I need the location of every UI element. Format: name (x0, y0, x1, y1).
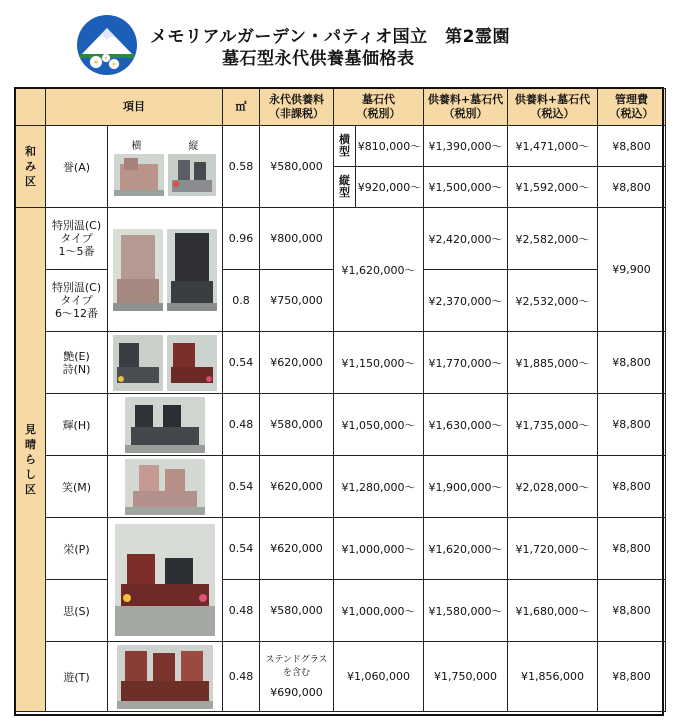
table-row (16, 456, 666, 518)
boseki-value: ¥1,000,000～ (334, 518, 424, 580)
total-in-value: ¥1,735,000～ (508, 394, 598, 456)
total-in-value: ¥1,592,000～ (508, 167, 598, 208)
area-value: 0.48 (223, 580, 260, 642)
total-ex-value: ¥1,770,000～ (424, 332, 508, 394)
header-eitai: 永代供養料 （非課税） (260, 89, 334, 126)
header-mgmt: 管理費 （税込） (598, 89, 666, 126)
eitai-value: ¥800,000 (260, 208, 334, 270)
table-row (16, 208, 666, 270)
mgmt-value: ¥8,800 (598, 126, 666, 167)
header-blank (16, 89, 46, 126)
area-value: 0.54 (223, 332, 260, 394)
total-ex-value: ¥1,580,000～ (424, 580, 508, 642)
photo-label-yoko: 横 (131, 141, 142, 152)
eitai-note: ステンドグラス (265, 655, 328, 665)
model-name: 思(S) (46, 580, 108, 642)
boseki-value: ¥1,150,000～ (334, 332, 424, 394)
mgmt-value: ¥8,800 (598, 456, 666, 518)
model-name: 特別温(C) タイプ 1～5番 (46, 208, 108, 270)
area-value: 0.54 (223, 456, 260, 518)
total-in-value: ¥1,885,000～ (508, 332, 598, 394)
eitai-note: を含む (282, 668, 310, 678)
eitai-value: ¥580,000 (260, 580, 334, 642)
eitai-value: ¥620,000 (260, 518, 334, 580)
mgmt-value: ¥9,900 (598, 208, 666, 332)
page-header (0, 0, 678, 88)
header-total-in: 供養料+墓石代 （税込） (508, 89, 598, 126)
boseki-value: ¥1,620,000～ (334, 208, 424, 332)
table-row (16, 642, 666, 712)
model-name: 栄(P) (46, 518, 108, 580)
area-value: 0.96 (223, 208, 260, 270)
gravestone-photo (115, 524, 215, 636)
price-list-title: 墓石型永代供養墓価格表 (222, 49, 415, 69)
total-ex-value: ¥2,370,000～ (424, 270, 508, 332)
model-name: 輝(H) (46, 394, 108, 456)
model-name: 艶(E) 詩(N) (46, 332, 108, 394)
price-table (15, 88, 666, 712)
orient-yoko: 横型 (334, 126, 356, 167)
gravestone-photo (168, 154, 216, 196)
total-in-value: ¥1,680,000～ (508, 580, 598, 642)
mgmt-value: ¥8,800 (598, 518, 666, 580)
total-in-value: ¥2,532,000～ (508, 270, 598, 332)
area-value: 0.48 (223, 394, 260, 456)
area-value: 0.48 (223, 642, 260, 712)
model-name: 特別温(C) タイプ 6～12番 (46, 270, 108, 332)
boseki-value: ¥1,050,000～ (334, 394, 424, 456)
total-ex-value: ¥2,420,000～ (424, 208, 508, 270)
mgmt-value: ¥8,800 (598, 580, 666, 642)
total-ex-value: ¥1,630,000～ (424, 394, 508, 456)
total-in-value: ¥1,471,000～ (508, 126, 598, 167)
total-ex-value: ¥1,500,000～ (424, 167, 508, 208)
model-name: 誉(A) (46, 126, 108, 208)
photo-cell (108, 642, 223, 712)
boseki-value: ¥1,060,000 (334, 642, 424, 712)
section-miharashi: 見晴らし区 (16, 208, 46, 712)
photo-cell (108, 394, 223, 456)
eitai-value: ¥750,000 (260, 270, 334, 332)
eitai-value: ステンドグラス を含む ¥690,000 (260, 642, 334, 712)
mgmt-value: ¥8,800 (598, 332, 666, 394)
mgmt-value: ¥8,800 (598, 167, 666, 208)
photo-cell (108, 332, 223, 394)
boseki-value: ¥810,000～ (356, 126, 424, 167)
orient-tate: 縦型 (334, 167, 356, 208)
photo-cell (108, 456, 223, 518)
gravestone-photo (114, 154, 164, 196)
total-ex-value: ¥1,750,000 (424, 642, 508, 712)
photo-cell (108, 518, 223, 642)
area-value: 0.8 (223, 270, 260, 332)
total-in-value: ¥2,028,000～ (508, 456, 598, 518)
boseki-value: ¥1,000,000～ (334, 580, 424, 642)
table-row (16, 126, 666, 167)
header-area: ㎡ (223, 89, 260, 126)
eitai-value: ¥580,000 (260, 126, 334, 208)
model-name: 遊(T) (46, 642, 108, 712)
facility-title: メモリアルガーデン・パティオ国立 第2霊園 (150, 27, 510, 47)
gravestone-photo (167, 229, 217, 311)
header-item: 項目 (46, 89, 223, 126)
eitai-value: ¥620,000 (260, 332, 334, 394)
table-row (16, 332, 666, 394)
mgmt-value: ¥8,800 (598, 642, 666, 712)
total-ex-value: ¥1,900,000～ (424, 456, 508, 518)
gravestone-photo (125, 459, 205, 515)
total-in-value: ¥1,856,000 (508, 642, 598, 712)
eitai-value: ¥620,000 (260, 456, 334, 518)
gravestone-photo (113, 335, 163, 391)
area-value: 0.58 (223, 126, 260, 208)
table-header-row (16, 89, 666, 126)
gravestone-photo (117, 645, 213, 709)
total-in-value: ¥2,582,000～ (508, 208, 598, 270)
photo-cell (108, 208, 223, 332)
mgmt-value: ¥8,800 (598, 394, 666, 456)
photo-label-tate: 縦 (188, 141, 199, 152)
photo-cell (108, 126, 223, 208)
header-total-ex: 供養料+墓石代 （税別） (424, 89, 508, 126)
eitai-value: ¥580,000 (260, 394, 334, 456)
total-ex-value: ¥1,390,000～ (424, 126, 508, 167)
boseki-value: ¥1,280,000～ (334, 456, 424, 518)
table-row (16, 518, 666, 580)
area-value: 0.54 (223, 518, 260, 580)
gravestone-photo (167, 335, 217, 391)
company-logo (76, 14, 138, 76)
section-wami: 和み区 (16, 126, 46, 208)
total-in-value: ¥1,720,000～ (508, 518, 598, 580)
gravestone-photo (113, 229, 163, 311)
gravestone-photo (125, 397, 205, 453)
model-name: 笑(M) (46, 456, 108, 518)
header-boseki: 墓石代 （税別） (334, 89, 424, 126)
total-ex-value: ¥1,620,000～ (424, 518, 508, 580)
table-row (16, 394, 666, 456)
boseki-value: ¥920,000～ (356, 167, 424, 208)
